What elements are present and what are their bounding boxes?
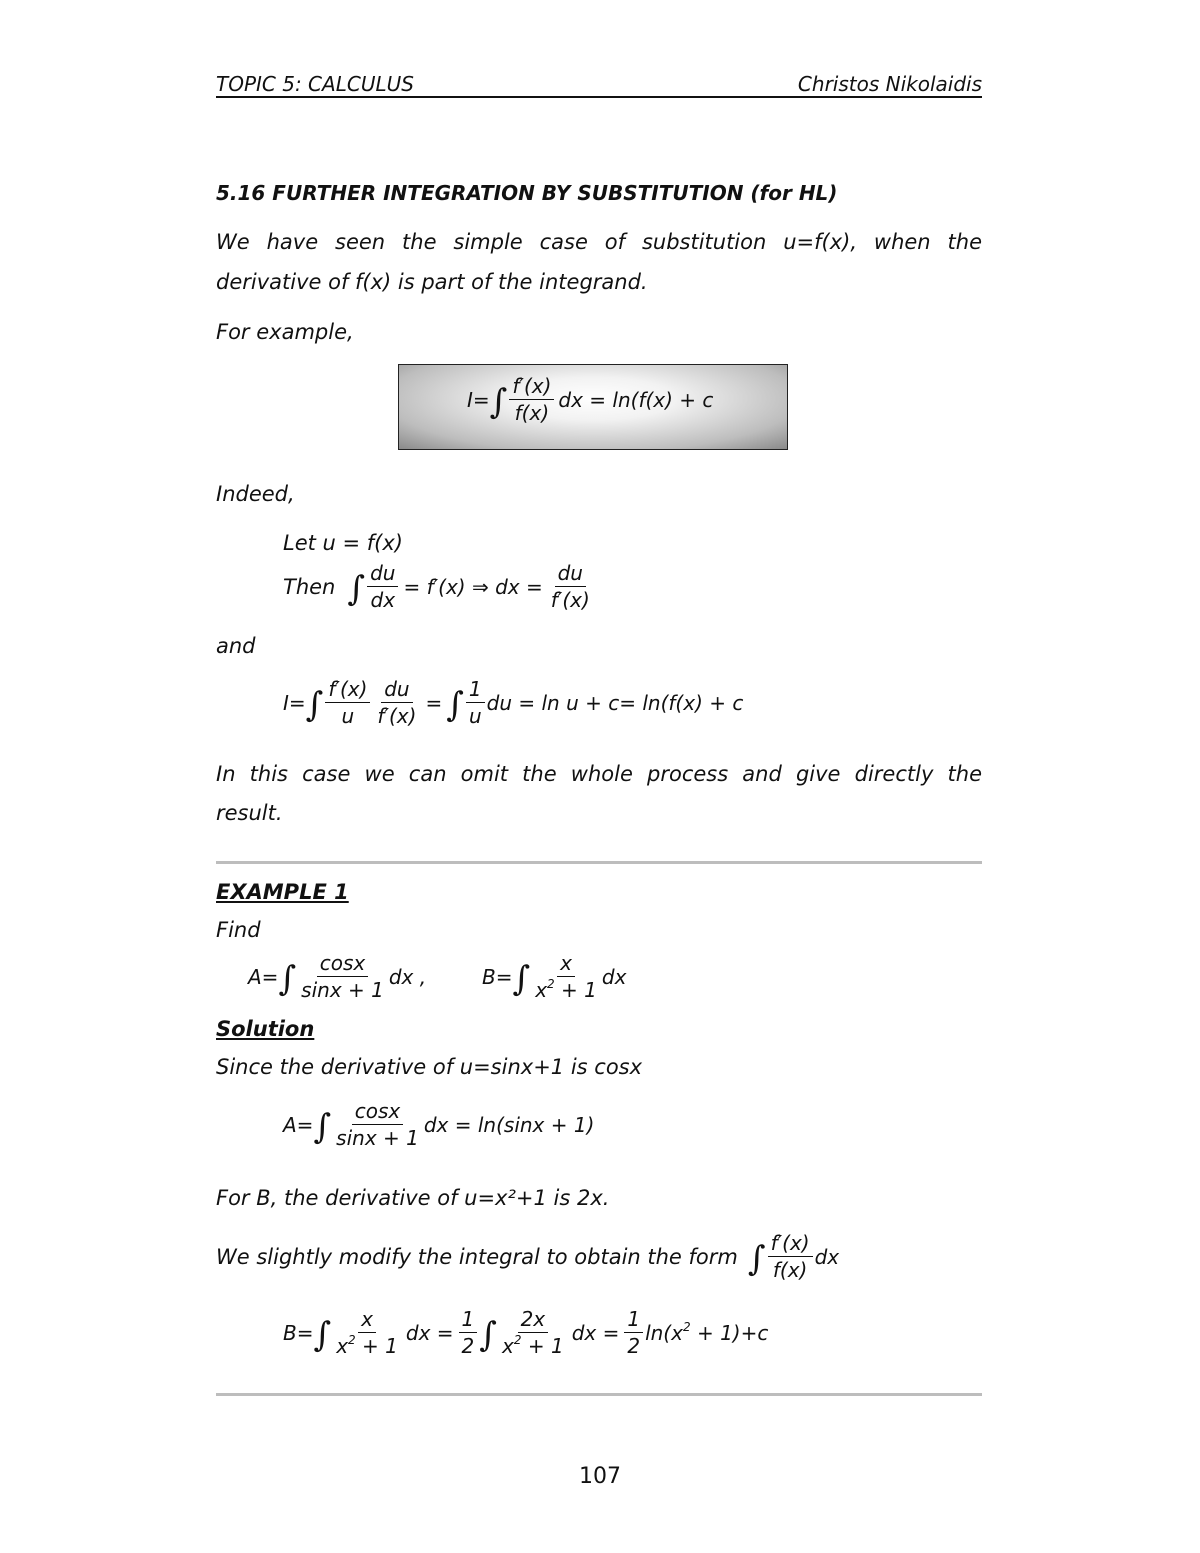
for-b-line: For B, the derivative of u=x²+1 is 2x. — [216, 1186, 610, 1210]
header-rule — [216, 96, 982, 98]
then-f2-den: f′(x) — [550, 588, 590, 612]
integral-sign: ∫ — [347, 568, 366, 609]
for-example-label: For example, — [216, 320, 354, 344]
b-sol-f4-den: 2 — [627, 1334, 641, 1358]
b-sol-fraction-1 — [333, 1308, 401, 1357]
a-sol-fraction — [333, 1100, 422, 1149]
b-def-rhs: dx — [601, 964, 627, 989]
integral-sign: ∫ — [747, 1238, 766, 1279]
b-def-den-tail: + 1 — [554, 978, 597, 1002]
a-definition — [248, 952, 426, 1001]
then-mid: = f′(x) ⇒ dx = — [403, 574, 543, 599]
and-fraction-2 — [374, 678, 419, 727]
b-def-den — [532, 977, 600, 1001]
intro-line-2: derivative of f(x) is part of the integrand. — [216, 270, 648, 294]
boxed-fraction — [509, 375, 554, 424]
header-topic: TOPIC 5: CALCULUS — [216, 72, 414, 96]
b-sol-f3-den — [499, 1333, 567, 1357]
b-sol-rhs-pre: ln(x — [645, 1320, 683, 1345]
a-def-num: cosx — [317, 952, 369, 977]
b-sol-mid2: dx = — [571, 1320, 620, 1345]
a-def-lhs: A= — [248, 964, 279, 989]
b-sol-f1-num: x — [358, 1308, 376, 1333]
then-fraction-2 — [548, 562, 593, 611]
b-sol-f2-num: 1 — [459, 1308, 478, 1333]
highlighted-formula-box — [398, 364, 788, 450]
and-lhs: I= — [283, 690, 306, 715]
boxed-rhs: dx = ln(f(x) + c — [558, 387, 714, 412]
since-line: Since the derivative of u=sinx+1 is cosx — [216, 1055, 643, 1079]
boxed-numerator: f′(x) — [509, 375, 554, 400]
b-definition — [482, 952, 626, 1001]
and-f1-num: f′(x) — [325, 678, 370, 703]
and-f3-den: u — [468, 704, 482, 728]
modify-rhs: dx — [814, 1244, 840, 1269]
a-sol-den: sinx + 1 — [336, 1126, 419, 1150]
solution-label: Solution — [216, 1017, 315, 1041]
boxed-lhs: I= — [467, 387, 490, 412]
b-def-den-exp: 2 — [547, 977, 555, 991]
b-def-fraction — [532, 952, 600, 1001]
b-sol-f2-den: 2 — [461, 1334, 475, 1358]
then-f1-num: du — [367, 562, 398, 587]
modify-line-row — [216, 1232, 839, 1281]
b-sol-fraction-2 — [459, 1308, 478, 1357]
b-sol-rhs-post: + 1)+c — [690, 1320, 769, 1345]
integral-sign: ∫ — [512, 958, 531, 999]
b-sol-f3-num: 2x — [518, 1308, 549, 1333]
b-sol-fraction-4 — [624, 1308, 643, 1357]
and-f2-den: f′(x) — [377, 704, 417, 728]
b-def-den-base: x — [535, 978, 548, 1002]
then-f1-den: dx — [370, 588, 396, 612]
b-sol-f3-den-exp: 2 — [513, 1333, 522, 1347]
integral-sign: ∫ — [479, 1314, 497, 1355]
b-sol-mid1: dx = — [405, 1320, 454, 1345]
b-sol-rhs — [645, 1321, 768, 1345]
indeed-label: Indeed, — [216, 482, 295, 506]
integral-sign: ∫ — [446, 684, 464, 725]
and-fraction-3 — [466, 678, 485, 727]
find-label: Find — [216, 918, 261, 942]
and-rhs: du = ln u + c= ln(f(x) + c — [486, 690, 744, 715]
b-sol-rhs-exp: 2 — [682, 1319, 691, 1334]
boxed-denominator: f(x) — [514, 401, 550, 425]
modify-line: We slightly modify the integral to obtain the form — [216, 1244, 738, 1269]
and-label: and — [216, 634, 256, 658]
and-fraction-1 — [325, 678, 370, 727]
and-f2-num: du — [381, 678, 412, 703]
and-f1-den: u — [341, 704, 355, 728]
header-author: Christos Nikolaidis — [797, 72, 982, 96]
page-number: 107 — [579, 1464, 621, 1489]
integral-sign: ∫ — [313, 1106, 332, 1147]
and-eq1: = — [425, 690, 443, 715]
a-def-den: sinx + 1 — [301, 978, 384, 1002]
modify-num: f′(x) — [768, 1232, 813, 1257]
conclusion-line-2: result. — [216, 801, 283, 825]
b-sol-f3-den-base: x — [502, 1334, 514, 1358]
then-fraction-1 — [367, 562, 398, 611]
b-sol-f1-den-base: x — [336, 1334, 349, 1358]
integral-sign: ∫ — [278, 958, 297, 999]
divider-top — [216, 861, 982, 864]
example-title: EXAMPLE 1 — [216, 880, 349, 904]
a-sol-num: cosx — [352, 1100, 404, 1125]
b-sol-f1-den-exp: 2 — [348, 1333, 356, 1347]
integral-sign: ∫ — [489, 381, 508, 422]
b-sol-f3-den-tail: + 1 — [521, 1334, 564, 1358]
a-sol-rhs: dx = ln(sinx + 1) — [423, 1112, 595, 1137]
then-equation — [283, 562, 595, 611]
b-sol-f1-den — [333, 1333, 401, 1357]
b-def-num: x — [557, 952, 575, 977]
section-title: 5.16 FURTHER INTEGRATION BY SUBSTITUTION (for HL) — [216, 181, 838, 205]
a-def-fraction — [298, 952, 387, 1001]
a-solution — [283, 1100, 594, 1149]
then-f2-num: du — [555, 562, 586, 587]
b-sol-f1-den-tail: + 1 — [355, 1334, 398, 1358]
modify-form — [748, 1232, 839, 1281]
divider-bottom — [216, 1393, 982, 1396]
then-word: Then — [283, 574, 336, 599]
b-sol-f4-num: 1 — [624, 1308, 643, 1333]
a-def-rhs: dx , — [388, 964, 427, 989]
modify-den: f(x) — [772, 1258, 808, 1282]
b-solution — [283, 1308, 768, 1357]
and-f3-num: 1 — [466, 678, 485, 703]
b-def-lhs: B= — [482, 964, 513, 989]
conclusion-line-1: In this case we can omit the whole process and give directly the — [216, 762, 982, 786]
integral-sign: ∫ — [313, 1314, 332, 1355]
integral-sign: ∫ — [305, 684, 324, 725]
a-sol-lhs: A= — [283, 1112, 314, 1137]
b-sol-lhs: B= — [283, 1320, 314, 1345]
and-equation — [283, 678, 743, 727]
intro-line-1: We have seen the simple case of substitution u=f(x), when the — [216, 230, 982, 254]
modify-fraction — [768, 1232, 813, 1281]
b-sol-fraction-3 — [499, 1308, 567, 1357]
let-line: Let u = f(x) — [283, 531, 403, 555]
